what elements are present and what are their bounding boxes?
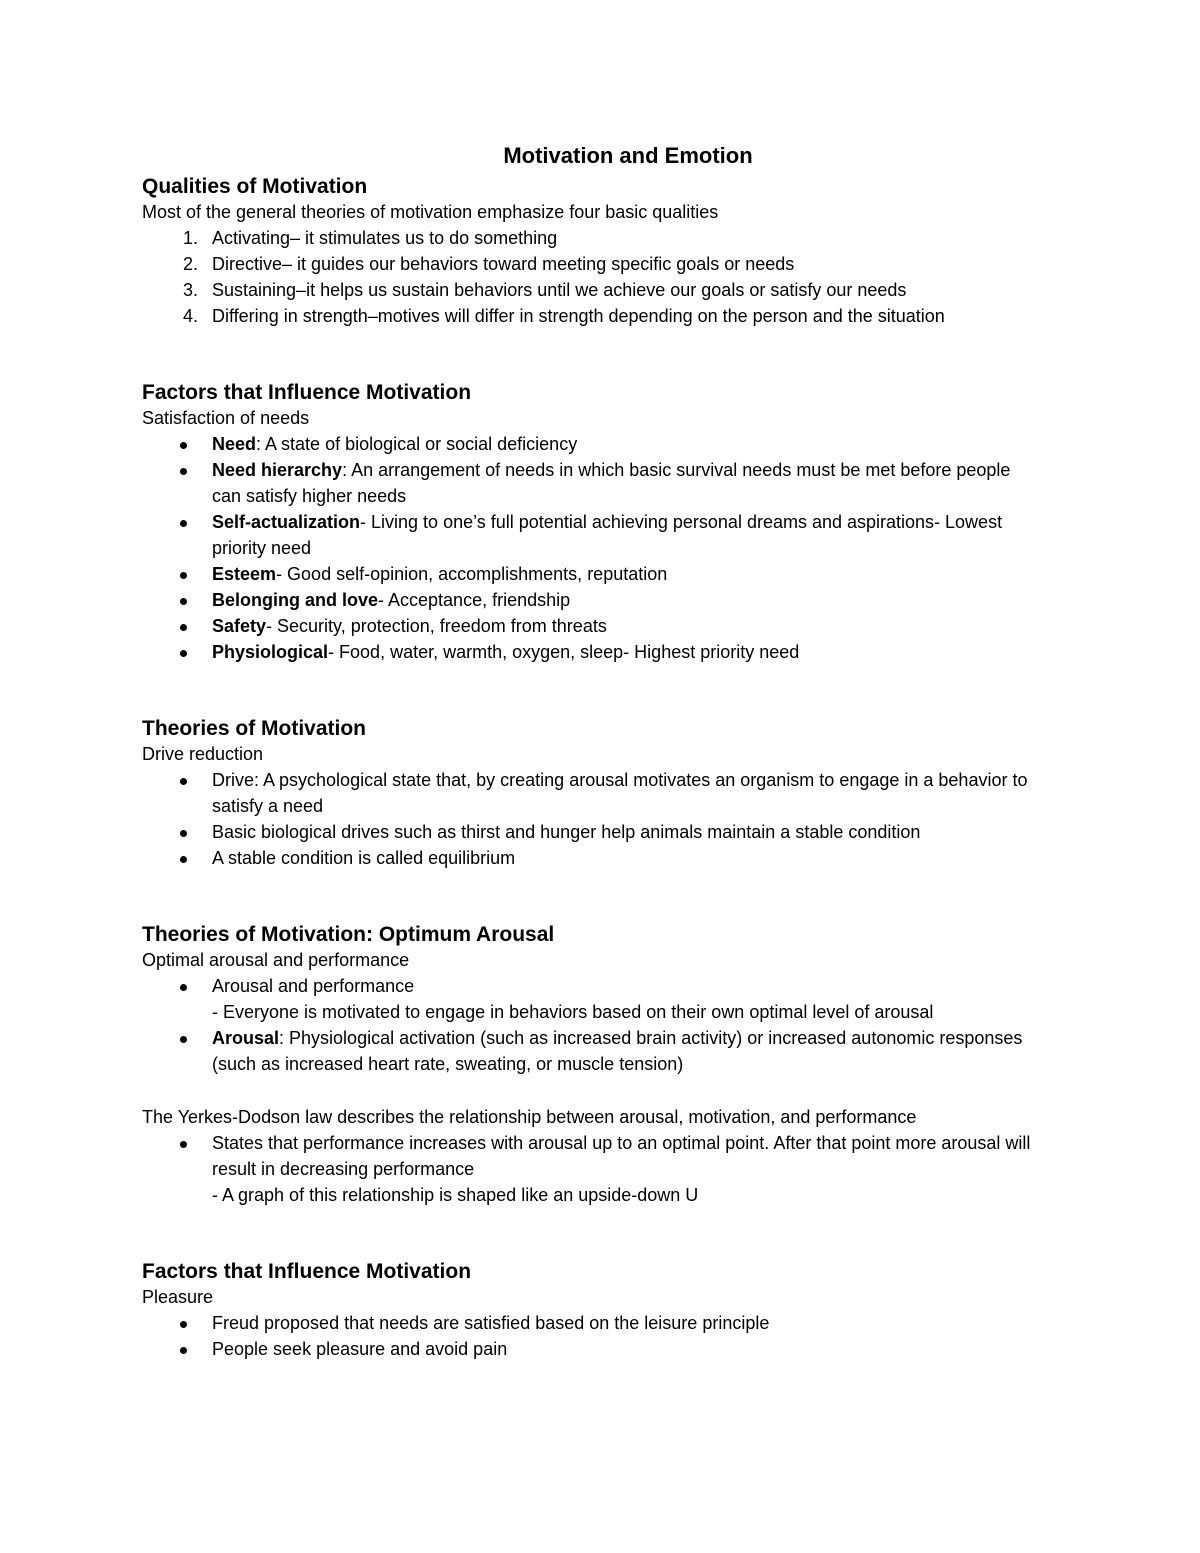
list-item: 4. Differing in strength–motives will differ in strength depending on the person and the situation [182,306,945,326]
bullet-list [142,1130,1042,1208]
bullet-icon [180,830,187,837]
bullet-icon [180,650,187,657]
list-item: Arousal and performance - Everyone is motivated to engage in behaviors based on their own optimal level of arousal [142,973,1042,1025]
section-intro: Pleasure [142,1287,214,1307]
list-item: States that performance increases with arousal up to an optimal point. After that point more arousal will result in decreasing performance - A graph of this relationship is shaped like an upside-down U [142,1130,1042,1208]
section-heading: Theories of Motivation [142,717,367,740]
bullet-icon [180,624,187,631]
list-item: Drive: A psychological state that, by creating arousal motivates an organism to engage in a behavior to satisfy a need [142,767,1042,819]
section-theories-drive-reduction [142,717,1042,871]
document-title: Motivation and Emotion [503,143,753,168]
list-item: 3. Sustaining–it helps us sustain behaviors until we achieve our goals or satisfy our needs [182,280,907,300]
bullet-icon [180,1321,187,1328]
list-item: Need: A state of biological or social deficiency [142,431,1042,457]
bullet-list [142,973,1042,1077]
bullet-icon [180,984,187,991]
document-page [142,143,1042,1362]
section-intro: Most of the general theories of motivation emphasize four basic qualities [142,202,719,222]
list-item: People seek pleasure and avoid pain [142,1336,1042,1362]
list-item: 1. Activating– it stimulates us to do something [182,228,558,248]
section-heading: Factors that Influence Motivation [142,381,472,404]
list-item: A stable condition is called equilibrium [142,845,1042,871]
section-intro: Satisfaction of needs [142,408,310,428]
bullet-icon [180,442,187,449]
bullet-icon [180,1347,187,1354]
section-intro: Optimal arousal and performance [142,950,410,970]
list-item: Need hierarchy: An arrangement of needs in which basic survival needs must be met before people can satisfy higher needs [142,457,1042,509]
bullet-icon [180,856,187,863]
bullet-icon [180,598,187,605]
section-optimum-arousal [142,923,1042,1208]
bullet-icon [180,1036,187,1043]
bullet-icon [180,468,187,475]
list-item: Freud proposed that needs are satisfied based on the leisure principle [142,1310,1042,1336]
list-item: 2. Directive– it guides our behaviors toward meeting specific goals or needs [182,254,795,274]
bullet-list [142,431,1042,665]
list-item: Esteem- Good self-opinion, accomplishments, reputation [142,561,1042,587]
section-qualities-of-motivation [142,175,1042,329]
bullet-icon [180,572,187,579]
section-intro: Drive reduction [142,744,264,764]
bullet-icon [180,1141,187,1148]
list-item: Physiological- Food, water, warmth, oxygen, sleep- Highest priority need [142,639,1042,665]
list-item: Self-actualization- Living to one’s full potential achieving personal dreams and aspirations- Lowest priority need [142,509,1042,561]
bullet-icon [180,778,187,785]
bullet-list [142,767,1042,871]
section-heading: Factors that Influence Motivation [142,1260,472,1283]
section-factors-satisfaction-of-needs [142,381,1042,665]
list-item: Belonging and love- Acceptance, friendship [142,587,1042,613]
yerkes-dodson-paragraph: The Yerkes-Dodson law describes the relationship between arousal, motivation, and performance [142,1107,917,1127]
numbered-list [142,225,1042,329]
section-heading: Qualities of Motivation [142,175,368,198]
section-heading: Theories of Motivation: Optimum Arousal [142,923,555,946]
list-item: Arousal: Physiological activation (such as increased brain activity) or increased autonomic responses (such as increased heart rate, sweating, or muscle tension) [142,1025,1042,1077]
bullet-icon [180,520,187,527]
list-item: Safety- Security, protection, freedom from threats [142,613,1042,639]
bullet-list [142,1310,1042,1362]
list-item: Basic biological drives such as thirst and hunger help animals maintain a stable condition [142,819,1042,845]
section-factors-pleasure [142,1260,1042,1362]
